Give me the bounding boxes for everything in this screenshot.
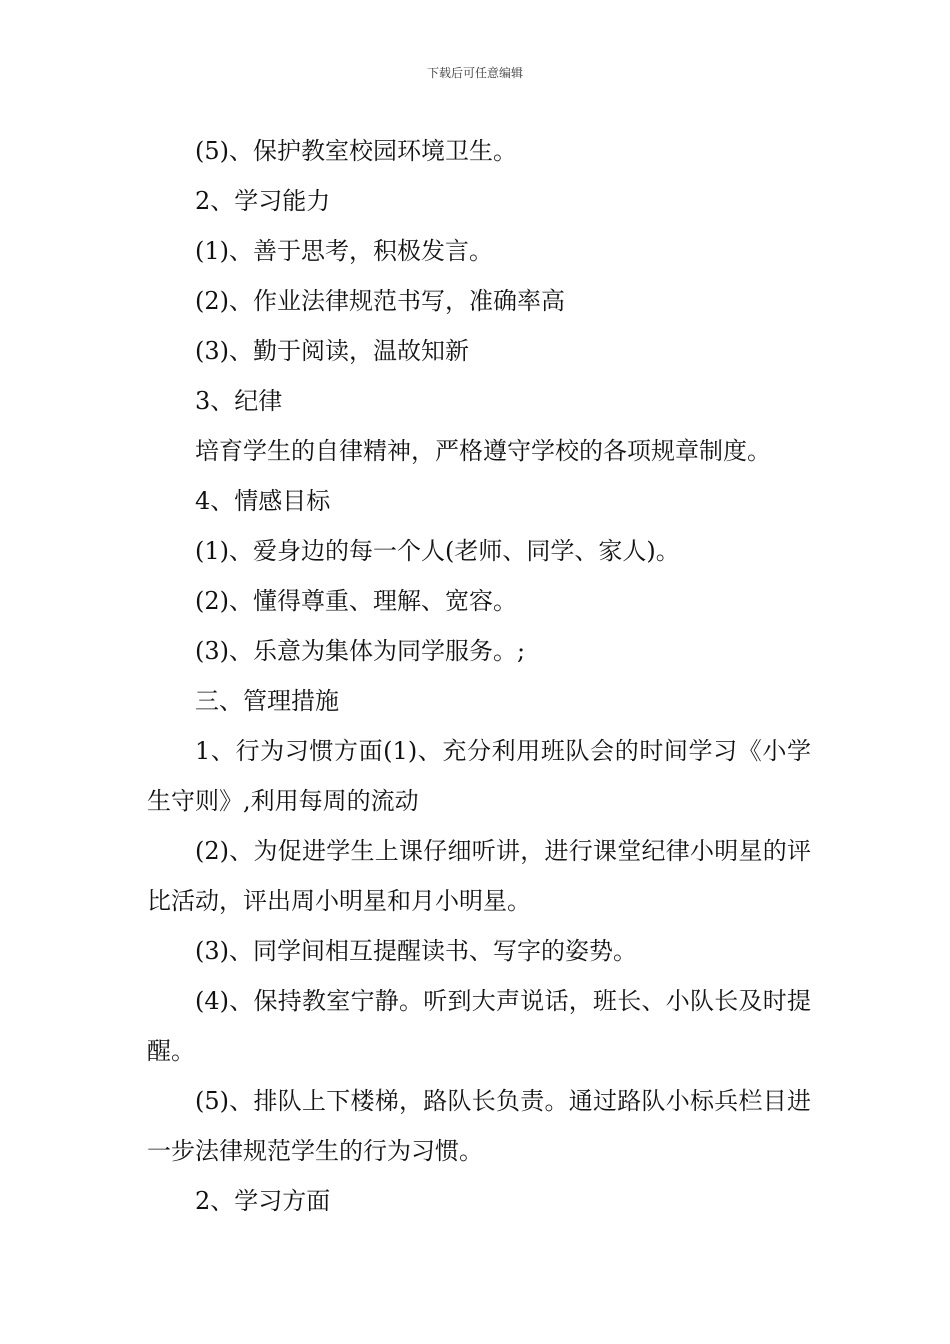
paragraph: (3)、勤于阅读，温故知新 bbox=[195, 337, 469, 365]
paragraph: (1)、善于思考，积极发言。 bbox=[195, 237, 493, 265]
paragraph: (1)、爱身边的每一个人(老师、同学、家人)。 bbox=[195, 537, 680, 565]
page-header: 下载后可任意编辑 bbox=[426, 66, 523, 80]
paragraph: (5)、排队上下楼梯，路队长负责。通过路队小标兵栏目进一步法律规范学生的行为习惯。 bbox=[147, 1087, 811, 1165]
section-heading: 2、学习方面 bbox=[195, 1187, 331, 1215]
paragraph: (2)、懂得尊重、理解、宽容。 bbox=[195, 587, 517, 615]
paragraph: (5)、保护教室校园环境卫生。 bbox=[195, 137, 517, 165]
section-heading: 3、纪律 bbox=[195, 387, 283, 415]
paragraph: 培育学生的自律精神，严格遵守学校的各项规章制度。 bbox=[195, 437, 771, 465]
section-heading: 2、学习能力 bbox=[195, 187, 331, 215]
document-body bbox=[147, 126, 811, 1226]
section-heading: 三、管理措施 bbox=[195, 687, 339, 715]
paragraph: (3)、同学间相互提醒读书、写字的姿势。 bbox=[195, 937, 637, 965]
section-heading: 4、情感目标 bbox=[195, 487, 331, 515]
paragraph: (3)、乐意为集体为同学服务。; bbox=[195, 637, 526, 665]
paragraph: (2)、为促进学生上课仔细听讲，进行课堂纪律小明星的评比活动，评出周小明星和月小明星。 bbox=[147, 837, 811, 915]
paragraph: (4)、保持教室宁静。听到大声说话，班长、小队长及时提醒。 bbox=[147, 987, 811, 1065]
paragraph: (2)、作业法律规范书写，准确率高 bbox=[195, 287, 565, 315]
paragraph: 1、行为习惯方面(1)、充分利用班队会的时间学习《小学生守则》,利用每周的流动 bbox=[147, 737, 811, 815]
